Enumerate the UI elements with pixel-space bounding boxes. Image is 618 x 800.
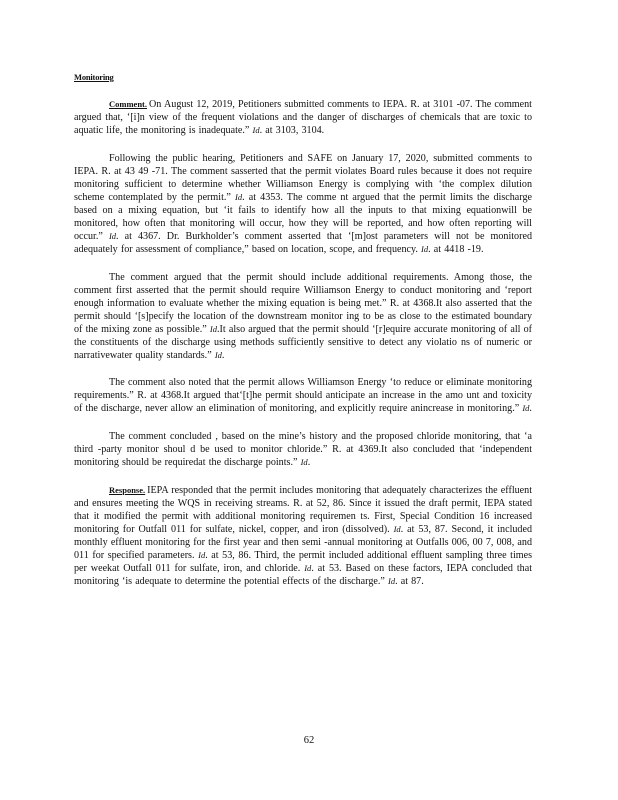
paragraph-response: Response. IEPA responded that the permit includes monitoring that adequately characterizes the effluent and ensures meeting the WQS in receiving streams. R. at 52, 86. Since it issued the draft permit, IEPA stated that it modified the permit with additional monitoring requiremen ts. First, Special Condition 16 increased monitoring for Outfall 011 for sulfate, nickel, copper, and iron (dissolved). Id. at 53, 87. Second, it included monthly effluent monitoring for the first year and then semi -annual monitoring at Outfalls 006, 00 7, 008, and 011 for specified parameters. Id. at 53, 86. Third, the permit included additional effluent sampling three times per weekat Outfall 011 for sulfate, iron, and chloride. Id. at 53. Based on these factors, IEPA concluded that monitoring ‘is adequate to determine the potential effects of the discharge.” Id. at 87. — [74, 484, 533, 587]
paragraph-comment-2: Following the public hearing, Petitioners and SAFE on January 17, 2020, submitted comments to IEPA. R. at 43 49 -71. The comment sasserted that the permit violates Board rules because it does not require monitoring sufficient to determine whether Williamson Energy is complying with ‘the complex dilution scheme contemplated by the permit.” Id. at 4353. The comme nt argued that the permit limits the discharge based on a mixing equation, but ‘it fails to identify how all the inputs to that mixing equationwill be monitored, how often that monitoring will occur, how they will be reported, and how often reporting will occur.” Id. at 4367. Dr. Burkholder’s comment asserted that ‘[m]ost parameters will not be monitored adequately for assessment of compliance,” based on location, scope, and frequency. Id. at 4418 -19. — [74, 152, 532, 255]
comment-label: Comment. — [109, 99, 148, 109]
paragraph-comment-4: The comment also noted that the permit allows Williamson Energy ‘to reduce or eliminate monitoring requirements.” R. at 4368.It argued that‘[t]he permit should anticipate an increase in the amo unt and toxicity of the discharge, never allow an elimination of monitoring, and explicitly require anincrease in monitoring.” Id. — [74, 377, 532, 415]
paragraph-comment-5: The comment concluded , based on the mine’s history and the proposed chloride monitoring, that ‘a third -party monitor shoul d be used to monitor chloride.” R. at 4369.It also concluded that ‘independent monitoring should be requiredat the discharge points.” Id. — [74, 430, 532, 469]
paragraph-comment-1: Comment. On August 12, 2019, Petitioners submitted comments to IEPA. R. at 3101 -07. The comment argued that, ‘[i]n view of the frequent violations and the danger of discharges of chemicals that are toxic to aquatic life, the monitoring is inadequate.” Id. at 3103, 3104. — [74, 99, 532, 137]
section-heading: Monitoring — [74, 72, 114, 82]
paragraph-comment-3: The comment argued that the permit should include additional requirements. Among those, the comment first asserted that the permit should require Williamson Energy to conduct monitoring and ‘report enough information to evaluate whether the mixing equation is being met.” R. at 4368.It also asserted that the permit should ‘[s]pecify the location of the downstream monitor ing to be as close to the estimated boundary of the mixing zone as possible.” Id.It also argued that the permit should ‘[r]equire accurate monitoring of all of the constituents of the discharge using methods sufficiently sensitive to detect any violatio ns of numeric or narrativewater quality standards.” Id. — [74, 271, 532, 361]
document-page — [74, 72, 532, 603]
page-number: 62 — [303, 735, 315, 746]
response-label: Response. — [109, 484, 146, 495]
